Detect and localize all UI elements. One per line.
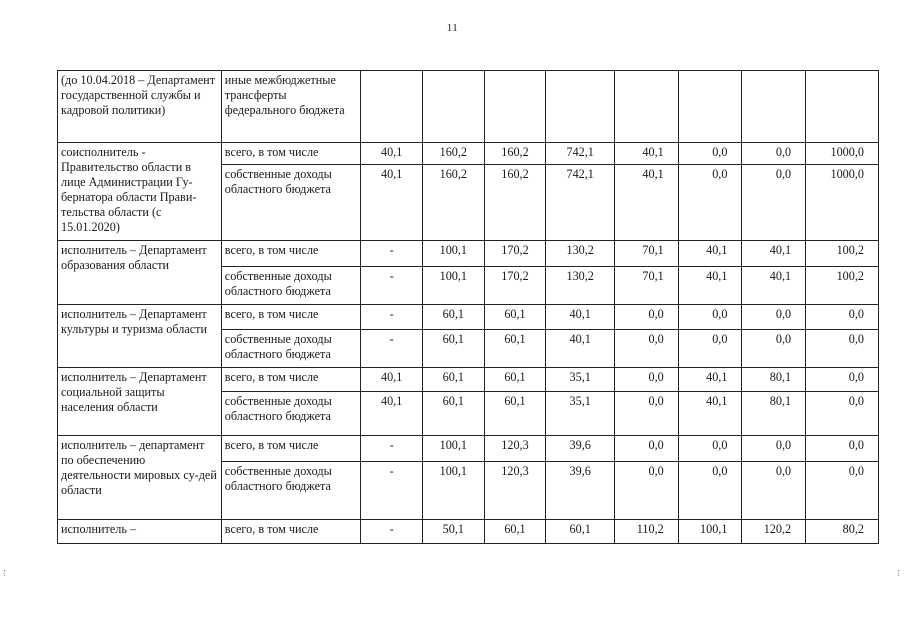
funding-source-cell: иные межбюджетные трансферты федерального бюджета [221, 71, 361, 143]
value-cell: 742,1 [546, 143, 615, 165]
value-cell: 40,1 [361, 368, 423, 392]
value-cell: 0,0 [806, 392, 879, 436]
scan-edge-mark-right [898, 570, 901, 576]
value-cell: 100,1 [422, 267, 484, 305]
scan-edge-mark-left [4, 570, 7, 576]
value-cell: 120,2 [742, 520, 806, 544]
funding-source-cell: собственные доходы областного бюджета [221, 165, 361, 241]
funding-source-cell: собственные доходы областного бюджета [221, 392, 361, 436]
value-cell: 170,2 [484, 267, 546, 305]
value-cell: 40,1 [615, 143, 679, 165]
table-body [58, 71, 879, 544]
value-cell: 35,1 [546, 392, 615, 436]
value-cell: 60,1 [484, 368, 546, 392]
value-cell: 1000,0 [806, 165, 879, 241]
value-cell [361, 71, 423, 143]
value-cell: 160,2 [484, 165, 546, 241]
value-cell: 40,1 [361, 165, 423, 241]
executor-cell: соисполнитель - Правительство области в лице Администрации Гу-бернатора области Прави-тельства области (с 15.01.2020) [58, 143, 222, 241]
value-cell: 80,1 [742, 392, 806, 436]
value-cell: 0,0 [678, 436, 742, 462]
table-row [58, 305, 879, 330]
value-cell: 0,0 [615, 462, 679, 520]
executor-cell: исполнитель – Департамент образования области [58, 241, 222, 305]
value-cell: 160,2 [422, 165, 484, 241]
value-cell: 40,1 [546, 305, 615, 330]
executor-cell: исполнитель – Департамент культуры и туризма области [58, 305, 222, 368]
value-cell [806, 71, 879, 143]
value-cell: 0,0 [678, 462, 742, 520]
value-cell: 60,1 [422, 305, 484, 330]
value-cell: 80,1 [742, 368, 806, 392]
value-cell: 40,1 [678, 241, 742, 267]
value-cell: 60,1 [422, 368, 484, 392]
value-cell: - [361, 330, 423, 368]
value-cell: 60,1 [484, 520, 546, 544]
value-cell: 0,0 [615, 368, 679, 392]
value-cell: 0,0 [742, 462, 806, 520]
value-cell: 0,0 [678, 143, 742, 165]
value-cell: 160,2 [422, 143, 484, 165]
value-cell [742, 71, 806, 143]
value-cell: 60,1 [422, 392, 484, 436]
value-cell: 40,1 [361, 143, 423, 165]
value-cell [546, 71, 615, 143]
value-cell: 70,1 [615, 267, 679, 305]
value-cell: 60,1 [422, 330, 484, 368]
value-cell: 100,1 [422, 462, 484, 520]
value-cell: 0,0 [615, 305, 679, 330]
funding-source-cell: всего, в том числе [221, 305, 361, 330]
funding-source-cell: всего, в том числе [221, 436, 361, 462]
value-cell: - [361, 520, 423, 544]
value-cell: 0,0 [615, 330, 679, 368]
value-cell: 40,1 [742, 241, 806, 267]
value-cell: 0,0 [806, 462, 879, 520]
value-cell: 35,1 [546, 368, 615, 392]
funding-source-cell: всего, в том числе [221, 143, 361, 165]
value-cell: 0,0 [806, 436, 879, 462]
funding-source-cell: собственные доходы областного бюджета [221, 330, 361, 368]
value-cell: 80,2 [806, 520, 879, 544]
value-cell: 50,1 [422, 520, 484, 544]
table-row [58, 436, 879, 462]
value-cell: 0,0 [806, 330, 879, 368]
value-cell: 60,1 [484, 392, 546, 436]
funding-source-cell: всего, в том числе [221, 368, 361, 392]
value-cell: 0,0 [615, 436, 679, 462]
page-number: 11 [446, 22, 459, 34]
value-cell: 170,2 [484, 241, 546, 267]
value-cell: 0,0 [742, 330, 806, 368]
funding-source-cell: всего, в том числе [221, 241, 361, 267]
value-cell: 100,1 [678, 520, 742, 544]
table-row [58, 368, 879, 392]
value-cell: - [361, 241, 423, 267]
table-row [58, 143, 879, 165]
budget-table [57, 70, 879, 544]
value-cell: - [361, 462, 423, 520]
value-cell: 70,1 [615, 241, 679, 267]
funding-source-cell: всего, в том числе [221, 520, 361, 544]
value-cell: 742,1 [546, 165, 615, 241]
value-cell: 110,2 [615, 520, 679, 544]
value-cell: 60,1 [484, 305, 546, 330]
value-cell [484, 71, 546, 143]
table-row [58, 520, 879, 544]
value-cell [422, 71, 484, 143]
value-cell: - [361, 267, 423, 305]
value-cell: 0,0 [742, 305, 806, 330]
value-cell: - [361, 305, 423, 330]
value-cell: 160,2 [484, 143, 546, 165]
value-cell: 0,0 [678, 330, 742, 368]
value-cell: 40,1 [742, 267, 806, 305]
value-cell: 40,1 [361, 392, 423, 436]
value-cell: 120,3 [484, 462, 546, 520]
value-cell: 1000,0 [806, 143, 879, 165]
value-cell: 100,2 [806, 241, 879, 267]
value-cell: 40,1 [546, 330, 615, 368]
table-row [58, 71, 879, 143]
funding-source-cell: собственные доходы областного бюджета [221, 267, 361, 305]
value-cell: 0,0 [742, 143, 806, 165]
value-cell: 100,2 [806, 267, 879, 305]
value-cell: 40,1 [678, 368, 742, 392]
value-cell: 0,0 [742, 165, 806, 241]
value-cell: 0,0 [678, 305, 742, 330]
value-cell: 100,1 [422, 436, 484, 462]
value-cell: 130,2 [546, 241, 615, 267]
value-cell: 40,1 [678, 267, 742, 305]
funding-source-cell: собственные доходы областного бюджета [221, 462, 361, 520]
value-cell [678, 71, 742, 143]
value-cell: 60,1 [546, 520, 615, 544]
value-cell: 0,0 [678, 165, 742, 241]
value-cell: - [361, 436, 423, 462]
value-cell: 0,0 [742, 436, 806, 462]
executor-cell: исполнитель – департамент по обеспечению деятельности мировых су-дей области [58, 436, 222, 520]
value-cell: 0,0 [615, 392, 679, 436]
value-cell: 120,3 [484, 436, 546, 462]
table-row [58, 241, 879, 267]
executor-cell: исполнитель – Департамент социальной защиты населения области [58, 368, 222, 436]
value-cell: 0,0 [806, 305, 879, 330]
value-cell: 40,1 [615, 165, 679, 241]
value-cell [615, 71, 679, 143]
value-cell: 130,2 [546, 267, 615, 305]
value-cell: 0,0 [806, 368, 879, 392]
value-cell: 40,1 [678, 392, 742, 436]
executor-cell: (до 10.04.2018 – Департамент государственной службы и кадровой политики) [58, 71, 222, 143]
value-cell: 60,1 [484, 330, 546, 368]
value-cell: 39,6 [546, 436, 615, 462]
value-cell: 100,1 [422, 241, 484, 267]
executor-cell: исполнитель – [58, 520, 222, 544]
value-cell: 39,6 [546, 462, 615, 520]
